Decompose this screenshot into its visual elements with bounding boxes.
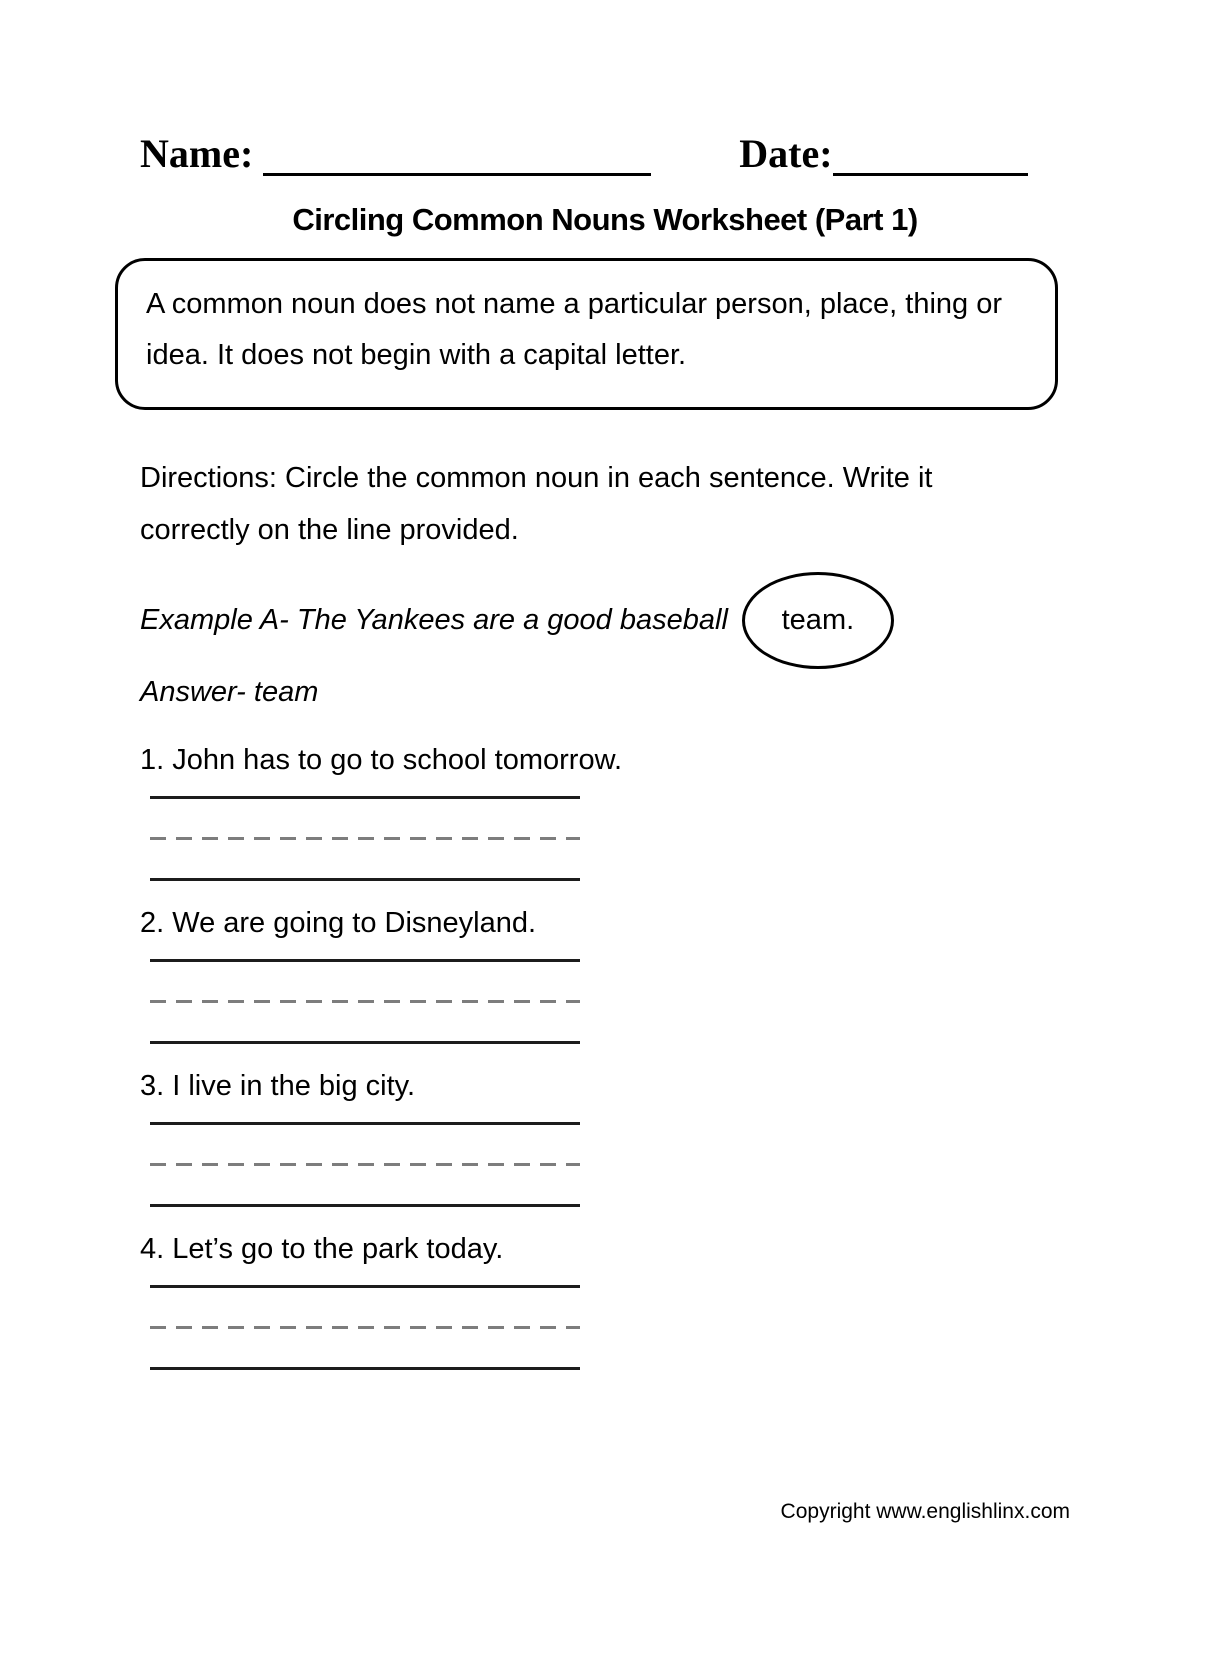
example-answer: Answer- team (140, 676, 319, 708)
copyright-text: Copyright www.englishlinx.com (780, 1500, 1070, 1523)
question-sentence: 2. We are going to Disneyland. (140, 907, 537, 939)
question-sentence: 1. John has to go to school tomorrow. (140, 744, 622, 776)
question-item (140, 1069, 1070, 1207)
date-blank-line (833, 136, 1028, 176)
question-item (140, 743, 1070, 881)
circled-answer (742, 572, 894, 669)
directions-text: Directions: Circle the common noun in each sentence. Write it correctly on the line provided. (140, 462, 933, 546)
page-title: Circling Common Nouns Worksheet (Part 1) (292, 202, 918, 237)
example-row (140, 570, 1070, 670)
date-group (739, 132, 1027, 176)
date-label: Date: (739, 131, 833, 176)
worksheet-page (0, 132, 1207, 1370)
name-label: Name: (140, 131, 254, 176)
answer-lines (150, 1285, 580, 1370)
question-sentence: 3. I live in the big city. (140, 1070, 416, 1102)
question-sentence: 4. Let’s go to the park today. (140, 1233, 504, 1265)
answer-line-solid (150, 1041, 580, 1044)
answer-line-solid (150, 1204, 580, 1207)
definition-box (115, 258, 1058, 410)
question-item (140, 1232, 1070, 1370)
header (140, 132, 1070, 176)
circled-word: team. (781, 603, 855, 636)
example-sentence: Example A- The Yankees are a good baseball (140, 603, 728, 636)
definition-text: A common noun does not name a particular person, place, thing or idea. It does not begin with a capital letter. (146, 288, 1003, 371)
answer-line-solid (150, 1367, 580, 1370)
question-list (140, 743, 1070, 1370)
answer-line-solid (150, 878, 580, 881)
name-blank-line (263, 136, 651, 176)
question-item (140, 906, 1070, 1044)
answer-lines (150, 1122, 580, 1207)
answer-lines (150, 959, 580, 1044)
answer-lines (150, 796, 580, 881)
